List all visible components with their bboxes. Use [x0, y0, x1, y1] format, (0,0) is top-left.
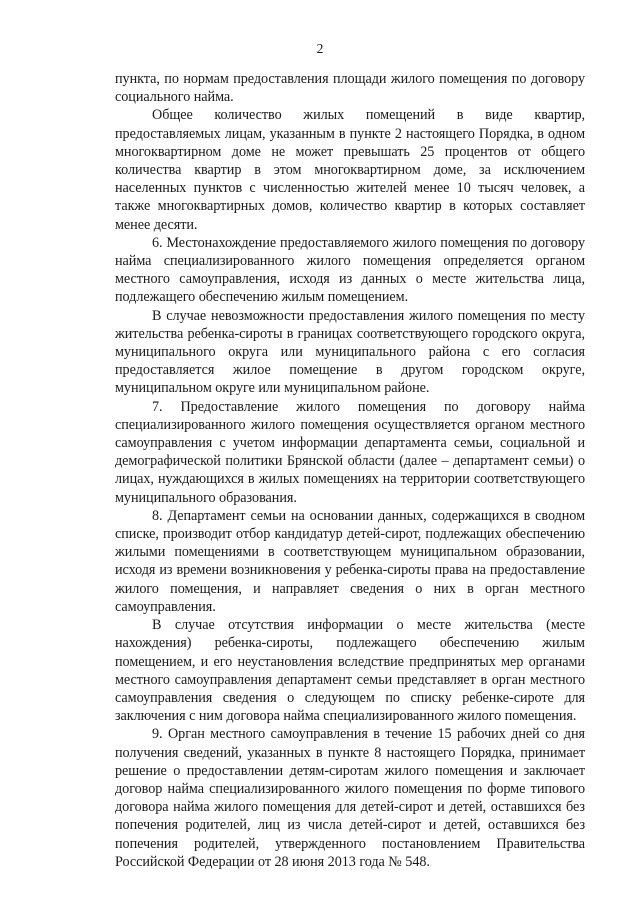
paragraph-item-8-no-info: В случае отсутствия информации о месте жительства (месте нахождения) ребенка-сироты, подлежащего обеспечению жилым помещением, и его неустановления вследствие предпринятых мер органами местного самоуправления департамент семьи представляет в орган местного самоуправления сведения о следующем по списку ребенке-сироте для заключения с ним договора найма специализированного жилого помещения. [115, 617, 585, 725]
document-body [115, 70, 585, 871]
paragraph-item-9: 9. Орган местного самоуправления в течение 15 рабочих дней со дня получения сведений, указанных в пункте 8 настоящего Порядка, принимает решение о предоставлении детям-сиротам жилого помещения и заключает договор найма специализированного жилого помещения по форме типового договора найма жилого помещения для детей-сирот и детей, оставшихся без попечения родителей, лиц из числа детей-сирот и детей, оставшихся без попечения родителей, утвержденного постановлением Правительства Российской Федерации от 28 июня 2013 года № 548. [115, 726, 585, 870]
page-number: 2 [316, 41, 324, 56]
paragraph-item-8: 8. Департамент семьи на основании данных, содержащихся в сводном списке, производит отбор кандидатур детей-сирот, подлежащих обеспечению жилыми помещениями в соответствующем муниципальном образовании, исходя из времени возникновения у ребенка-сироты права на предоставление жилого помещения, и направляет сведения о них в орган местного самоуправления. [115, 507, 585, 615]
paragraph-item-6-impossibility: В случае невозможности предоставления жилого помещения по месту жительства ребенка-сироты в границах соответствующего городского округа, муниципального округа или муниципального района с его согласия предоставляется жилое помещение в другом городском округе, муниципальном округе или муниципальном районе. [115, 307, 585, 397]
paragraph-continuation: пункта, по нормам предоставления площади жилого помещения по договору социального найма. [115, 71, 585, 106]
paragraph-item-6: 6. Местонахождение предоставляемого жилого помещения по договору найма специализированного жилого помещения определяется органом местного самоуправления, исходя из данных о месте жительства лица, подлежащего обеспечению жилым помещением. [115, 234, 585, 306]
paragraph-apartments-limit: Общее количество жилых помещений в виде квартир, предоставляемых лицам, указанным в пункте 2 настоящего Порядка, в одном многоквартирном доме не может превышать 25 процентов от общего количества квартир в этом многоквартирном доме, за исключением населенных пунктов с численностью жителей менее 10 тысяч человек, а также многоквартирных домов, количество квартир в которых составляет менее десяти. [115, 107, 585, 233]
paragraph-item-7: 7. Предоставление жилого помещения по договору найма специализированного жилого помещения осуществляется органом местного самоуправления с учетом информации департамента семьи, социальной и демографической политики Брянской области (далее – департамент семьи) о лицах, нуждающихся в жилых помещениях на территории соответствующего муниципального образования. [115, 398, 585, 506]
